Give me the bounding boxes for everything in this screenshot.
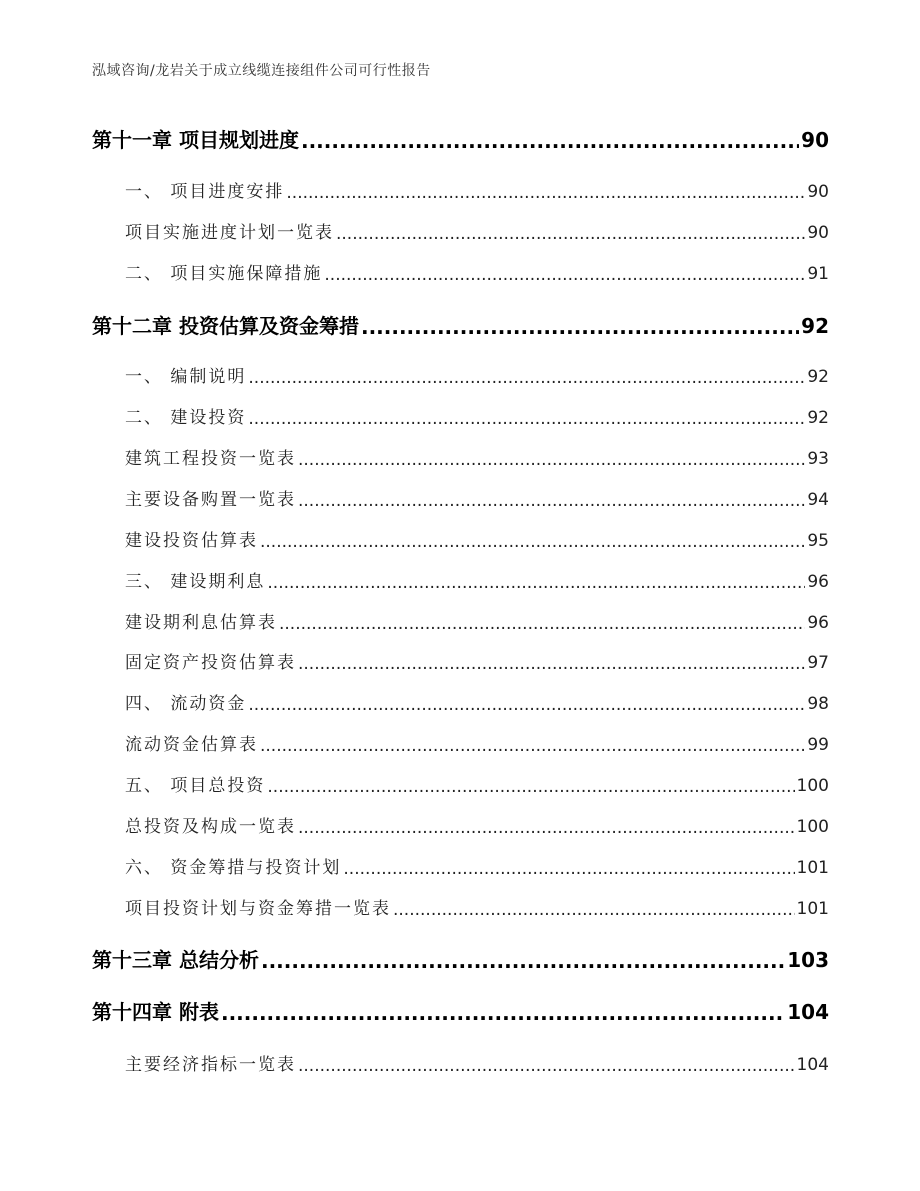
- toc-entry-page: 94: [807, 490, 829, 510]
- toc-entry-title: 一、 项目进度安排: [125, 182, 285, 202]
- toc-section-safeguards[interactable]: [125, 259, 829, 284]
- dot-leader: [343, 859, 794, 876]
- toc-chapter-14[interactable]: [92, 996, 829, 1025]
- toc-entry-page: 90: [801, 128, 829, 152]
- toc-entry-title: 二、 项目实施保障措施: [125, 264, 323, 284]
- toc-entry-page: 91: [807, 264, 829, 284]
- toc-entry-page: 101: [796, 899, 829, 919]
- toc-entry-page: 96: [807, 613, 829, 633]
- toc-entry-page: 93: [807, 449, 829, 469]
- dot-leader: [248, 409, 805, 426]
- toc-entry-title: 六、 资金筹措与投资计划: [125, 858, 342, 878]
- toc-entry-title: 项目投资计划与资金筹措一览表: [125, 899, 391, 919]
- toc-entry-title: 主要设备购置一览表: [125, 490, 296, 510]
- toc-section-schedule[interactable]: [125, 177, 829, 202]
- dot-leader: [267, 573, 805, 590]
- toc-entry-page: 95: [807, 531, 829, 551]
- dot-leader: [298, 654, 805, 671]
- toc-entry-page: 100: [796, 776, 829, 796]
- dot-leader: [336, 224, 805, 241]
- toc-table-fixed-assets[interactable]: [125, 648, 829, 673]
- dot-leader: [260, 736, 805, 753]
- dot-leader: [324, 265, 805, 282]
- toc-entry-title: 建设期利息估算表: [125, 613, 277, 633]
- dot-leader: [267, 777, 794, 794]
- toc-entry-title: 二、 建设投资: [125, 408, 247, 428]
- dot-leader: [248, 368, 805, 385]
- toc-entry-title: 第十三章 总结分析: [92, 948, 259, 972]
- toc-section-construction-investment[interactable]: [125, 403, 829, 428]
- toc-entry-page: 90: [807, 223, 829, 243]
- toc-table-economic-indicators[interactable]: [125, 1050, 829, 1075]
- toc-entry-page: 92: [807, 408, 829, 428]
- dot-leader: [248, 695, 805, 712]
- dot-leader: [301, 129, 799, 149]
- toc-entry-title: 第十二章 投资估算及资金筹措: [92, 314, 359, 338]
- toc-entry-page: 100: [796, 817, 829, 837]
- toc-entry-page: 101: [796, 858, 829, 878]
- toc-entry-title: 总投资及构成一览表: [125, 817, 296, 837]
- toc-entry-title: 五、 项目总投资: [125, 776, 266, 796]
- toc-table-working-capital[interactable]: [125, 730, 829, 755]
- dot-leader: [260, 532, 805, 549]
- dot-leader: [298, 450, 805, 467]
- toc-table-interest[interactable]: [125, 608, 829, 633]
- toc-entry-page: 92: [807, 367, 829, 387]
- toc-entry-page: 99: [807, 735, 829, 755]
- dot-leader: [393, 900, 795, 917]
- toc-section-total-investment[interactable]: [125, 771, 829, 796]
- toc-table-equipment[interactable]: [125, 485, 829, 510]
- toc-table-total-investment[interactable]: [125, 812, 829, 837]
- toc-entry-title: 三、 建设期利息: [125, 572, 266, 592]
- toc-entry-title: 四、 流动资金: [125, 694, 247, 714]
- toc-table-construction-estimate[interactable]: [125, 526, 829, 551]
- toc-table-building-works[interactable]: [125, 444, 829, 469]
- toc-entry-title: 项目实施进度计划一览表: [125, 223, 334, 243]
- toc-entry-title: 建筑工程投资一览表: [125, 449, 296, 469]
- toc-entry-page: 104: [787, 1000, 829, 1024]
- toc-entry-page: 92: [801, 314, 829, 338]
- toc-entry-title: 流动资金估算表: [125, 735, 258, 755]
- dot-leader: [298, 1056, 795, 1073]
- toc-table-schedule[interactable]: [125, 218, 829, 243]
- dot-leader: [286, 183, 805, 200]
- dot-leader: [298, 818, 795, 835]
- dot-leader: [221, 1001, 785, 1021]
- running-header: 泓域咨询/龙岩关于成立线缆连接组件公司可行性报告: [92, 63, 431, 79]
- toc-entry-title: 建设投资估算表: [125, 531, 258, 551]
- dot-leader: [361, 315, 799, 335]
- toc-chapter-13[interactable]: [92, 944, 829, 973]
- toc-entry-page: 97: [807, 653, 829, 673]
- toc-entry-title: 一、 编制说明: [125, 367, 247, 387]
- toc-entry-page: 103: [787, 948, 829, 972]
- toc-chapter-11[interactable]: [92, 124, 829, 153]
- toc-entry-title: 主要经济指标一览表: [125, 1055, 296, 1075]
- toc-chapter-12[interactable]: [92, 310, 829, 339]
- toc-entry-page: 98: [807, 694, 829, 714]
- dot-leader: [261, 949, 785, 969]
- toc-entry-page: 104: [796, 1055, 829, 1075]
- toc-entry-title: 第十四章 附表: [92, 1000, 219, 1024]
- toc-entry-title: 第十一章 项目规划进度: [92, 128, 299, 152]
- dot-leader: [279, 614, 805, 631]
- toc-entry-page: 90: [807, 182, 829, 202]
- toc-section-notes[interactable]: [125, 362, 829, 387]
- dot-leader: [298, 491, 805, 508]
- toc-section-funding-plan[interactable]: [125, 853, 829, 878]
- toc-section-working-capital[interactable]: [125, 689, 829, 714]
- toc-entry-page: 96: [807, 572, 829, 592]
- toc-section-interest[interactable]: [125, 567, 829, 592]
- toc-entry-title: 固定资产投资估算表: [125, 653, 296, 673]
- toc-table-funding-plan[interactable]: [125, 894, 829, 919]
